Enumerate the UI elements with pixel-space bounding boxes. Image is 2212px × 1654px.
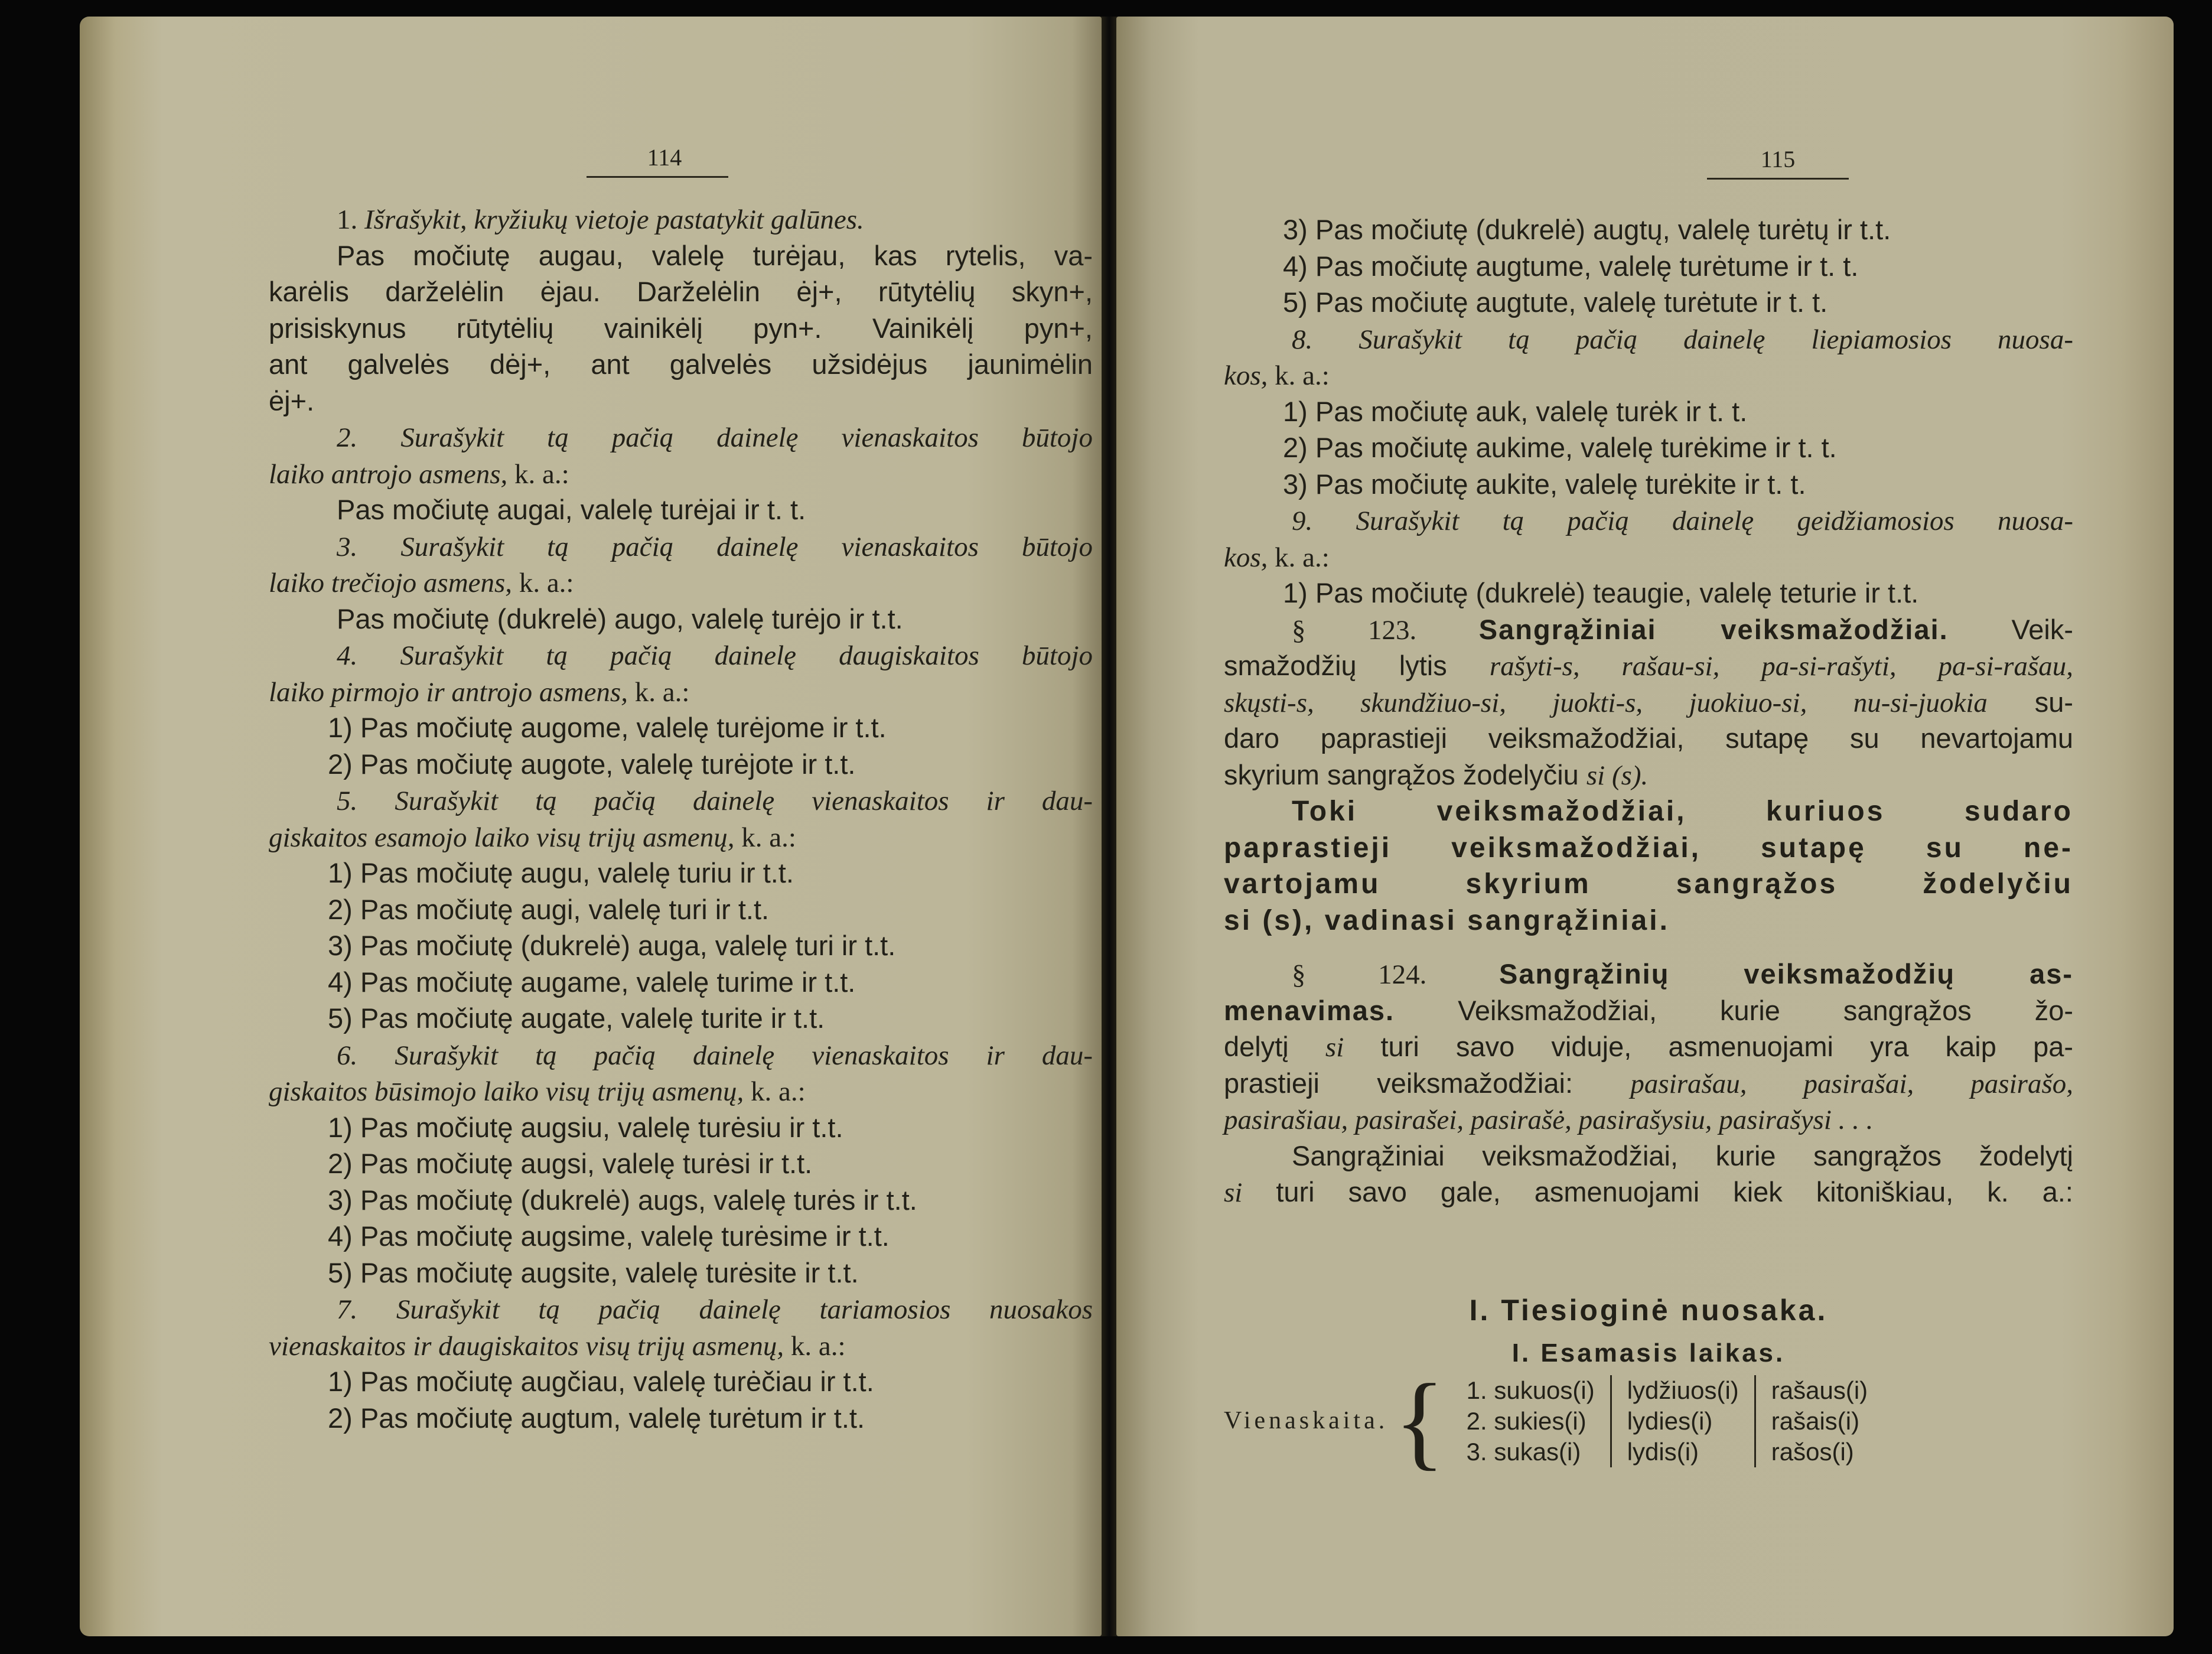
text-line: [1224, 1174, 2073, 1210]
text-run: 3) Pas močiutę (dukrelė) augs, valelę turės ir t.t.: [328, 1184, 917, 1216]
text-line: [1224, 647, 2073, 684]
text-line: [1224, 393, 2073, 430]
text-run: 1) Pas močiutę augsiu, valelę turėsiu ir t.t.: [328, 1111, 843, 1143]
text-line: [269, 455, 1093, 492]
text-line: [1224, 1138, 2073, 1174]
text-line: [269, 419, 1093, 455]
conjugation-form: rašais(i): [1771, 1407, 1860, 1435]
text-run: skyrium sangrąžos žodelyčiu: [1224, 758, 1586, 790]
text-run: k. a.:: [1268, 360, 1330, 391]
page-number-rule: [1707, 178, 1849, 180]
text-run: 4) Pas močiutę augsime, valelę turėsime ir t.t.: [328, 1220, 890, 1252]
text-line: [1224, 757, 2073, 793]
text-run: k. a.:: [784, 1330, 846, 1362]
text-line: [1224, 357, 2073, 393]
conjugation-form: 2. sukies(i): [1466, 1407, 1586, 1435]
conjugation-form: rašos(i): [1771, 1438, 1854, 1466]
text-line: [269, 1400, 1093, 1437]
text-run: paprastieji veiksmažodžiai, sutapę su ne-: [1224, 832, 2073, 864]
text-run: 8. Surašykit tą pačią dainelę liepiamosios nuosa-: [1292, 324, 2073, 355]
text-run: kos,: [1224, 542, 1268, 573]
text-line: [269, 637, 1093, 673]
text-run: Išrašykit, kryžiukų vietoje pastatykit galūnes.: [364, 204, 864, 235]
text-line: [269, 1073, 1093, 1109]
text-run: Toki veiksmažodžiai, kuriuos sudaro: [1292, 796, 2073, 827]
text-run: pasirašau, pasirašai, pasirašo,: [1630, 1068, 2073, 1099]
text-line: [269, 491, 1093, 528]
text-run: ant galvelės dėj+, ant galvelės užsidėjus jaunimėlin: [269, 349, 1093, 380]
text-run: 3) Pas močiutę aukite, valelę turėkite ir t. t.: [1283, 468, 1806, 500]
conjugation-form: rašaus(i): [1771, 1376, 1868, 1404]
text-line: [269, 1182, 1093, 1219]
right-page: [1116, 17, 2174, 1636]
text-line: [269, 346, 1093, 383]
text-run: 2. Surašykit tą pačią dainelę vienaskaitos būtojo: [337, 422, 1093, 453]
text-line: [269, 782, 1093, 819]
text-line: [1224, 211, 2073, 248]
right-page-text: [1224, 211, 2073, 1210]
text-run: 2) Pas močiutę augote, valelę turėjote ir t.t.: [328, 748, 856, 780]
conjugation-form: 1. sukuos(i): [1466, 1376, 1595, 1404]
conjugation-table: [1224, 1362, 2073, 1480]
text-run: 6. Surašykit tą pačią dainelę vienaskaitos ir dau-: [337, 1040, 1093, 1071]
text-line: [269, 274, 1093, 310]
page-number: 114: [647, 144, 682, 171]
text-line: [269, 564, 1093, 601]
text-run: 2) Pas močiutę augi, valelę turi ir t.t.: [328, 893, 770, 925]
text-line: [269, 1000, 1093, 1037]
text-run: 3) Pas močiutę (dukrelė) augtų, valelę turėtų ir t.t.: [1283, 214, 1891, 245]
text-run: 5) Pas močiutę augsite, valelę turėsite ir t.t.: [328, 1256, 859, 1288]
conjugation-form: lydis(i): [1627, 1438, 1699, 1466]
text-run: laiko pirmojo ir antrojo asmens,: [269, 676, 628, 708]
text-line: [269, 528, 1093, 565]
conjugation-form: 3. sukas(i): [1466, 1438, 1581, 1466]
text-line: [269, 673, 1093, 710]
text-run: prisiskynus rūtytėlių vainikėlį pyn+. Vainikėlį pyn+,: [269, 312, 1093, 344]
text-line: [269, 927, 1093, 964]
text-run: 4) Pas močiutę augame, valelę turime ir t.t.: [328, 966, 856, 998]
text-line: [269, 1363, 1093, 1400]
text-run: giskaitos esamojo laiko visų trijų asmenų,: [269, 822, 735, 853]
text-run: vartojamu skyrium sangrąžos žodelyčiu: [1224, 868, 2073, 900]
text-run: Veik-: [1948, 613, 2073, 645]
text-line: [269, 891, 1093, 928]
text-run: 1) Pas močiutę auk, valelę turėk ir t. t.: [1283, 395, 1748, 427]
text-run: 5) Pas močiutę augtute, valelę turėtute ir t. t.: [1283, 286, 1828, 318]
text-run: turi savo viduje, asmenuojami yra kaip pa-: [1344, 1031, 2074, 1062]
text-line: [269, 709, 1093, 746]
text-line: [1224, 611, 2073, 648]
text-run: delytį: [1224, 1031, 1325, 1062]
text-line: [1224, 720, 2073, 757]
text-line: [1224, 248, 2073, 285]
text-run: 3. Surašykit tą pačią dainelę vienaskaitos būtojo: [337, 531, 1093, 562]
text-line: [269, 1145, 1093, 1182]
text-run: § 123.: [1292, 614, 1479, 646]
text-line: [1224, 956, 2073, 992]
text-run: 4. Surašykit tą pačią dainelę daugiskaitos būtojo: [337, 640, 1093, 671]
text-run: 1) Pas močiutę augome, valelę turėjome ir t.t.: [328, 712, 887, 743]
text-run: 3) Pas močiutę (dukrelė) auga, valelę turi ir t.t.: [328, 930, 896, 961]
text-run: laiko antrojo asmens,: [269, 458, 508, 490]
text-line: [1224, 829, 2073, 866]
text-line: [1224, 466, 2073, 503]
text-line: [269, 1255, 1093, 1291]
text-line: [1224, 284, 2073, 321]
number-label: Vienaskaita.: [1224, 1407, 1389, 1435]
text-line: [269, 1291, 1093, 1327]
text-run: 2) Pas močiutę augtum, valelę turėtum ir t.t.: [328, 1402, 865, 1434]
text-line: [269, 601, 1093, 637]
text-run: § 124.: [1292, 959, 1500, 990]
text-line: [269, 1109, 1093, 1146]
text-run: k. a.:: [744, 1076, 806, 1107]
text-run: turi savo gale, asmenuojami kiek kitoniškiau, k. a.:: [1242, 1176, 2073, 1207]
text-run: k. a.:: [1268, 542, 1330, 573]
text-line: [1224, 575, 2073, 611]
text-run: su-: [1987, 686, 2073, 718]
text-run: giskaitos būsimojo laiko visų trijų asmenų,: [269, 1076, 744, 1107]
text-run: kos,: [1224, 360, 1268, 391]
text-run: si: [1325, 1032, 1344, 1063]
text-run: smažodžių lytis: [1224, 650, 1490, 681]
text-run: 2) Pas močiutę aukime, valelę turėkime ir t. t.: [1283, 432, 1837, 463]
text-line: [269, 819, 1093, 855]
text-run: 9. Surašykit tą pačią dainelę geidžiamosios nuosa-: [1292, 506, 2073, 536]
conjugation-column: [1610, 1375, 1754, 1467]
text-run: Pas močiutę augai, valelę turėjai ir t. t.: [337, 494, 806, 525]
text-line: [269, 964, 1093, 1001]
text-line: [1224, 793, 2073, 829]
text-line: [269, 1218, 1093, 1255]
text-line: [269, 1327, 1093, 1364]
left-page-text: [269, 201, 1093, 1436]
text-line: [1224, 902, 2073, 939]
text-run: vienaskaitos ir daugiskaitos visų trijų asmenų,: [269, 1330, 784, 1362]
text-run: daro paprastieji veiksmažodžiai, sutapę su nevartojamu: [1224, 722, 2073, 754]
text-run: si (s).: [1586, 760, 1649, 791]
text-run: 1) Pas močiutę (dukrelė) teaugie, valelę teturie ir t.t.: [1283, 577, 1919, 608]
text-run: 2) Pas močiutę augsi, valelę turėsi ir t.t.: [328, 1148, 813, 1179]
text-run: 4) Pas močiutę augtume, valelę turėtume ir t. t.: [1283, 250, 1859, 282]
text-run: k. a.:: [734, 822, 796, 853]
text-run: 7. Surašykit tą pačią dainelę tariamosios nuosakos: [337, 1294, 1093, 1325]
text-run: k. a.:: [627, 676, 690, 708]
text-run: laiko trečiojo asmens,: [269, 568, 513, 598]
text-line: [1224, 865, 2073, 902]
text-line: [1224, 502, 2073, 539]
text-run: ėj+.: [269, 385, 315, 416]
text-run: 1) Pas močiutę augčiau, valelę turėčiau ir t.t.: [328, 1366, 874, 1397]
text-line: [1224, 1065, 2073, 1102]
text-run: Sangrąžiniai veiksmažodžiai.: [1478, 613, 1949, 645]
text-run: Sangrąžiniai veiksmažodžiai, kurie sangrąžos žodelytį: [1292, 1139, 2073, 1171]
conjugation-column: [1754, 1375, 1883, 1467]
text-run: menavimas.: [1224, 994, 1395, 1026]
heading-mood: I. Tiesioginė nuosaka.: [1469, 1294, 1828, 1327]
text-run: si (s), vadinasi sangrąžiniai.: [1224, 904, 1670, 936]
text-run: Sangrąžinių veiksmažodžių as-: [1499, 958, 2073, 989]
text-line: [1224, 539, 2073, 575]
text-run: Veiksmažodžiai, kurie sangrąžos žo-: [1395, 994, 2073, 1026]
conjugation-form: lydies(i): [1627, 1407, 1713, 1435]
text-line: [269, 1037, 1093, 1073]
left-page: [80, 17, 1102, 1636]
text-line: [269, 383, 1093, 419]
conjugation-column: [1451, 1375, 1610, 1467]
text-line: [269, 855, 1093, 891]
text-run: skųsti-s, skundžiuo-si, juokti-s, juokiuo-si, nu-si-juokia: [1224, 687, 1988, 718]
text-line: [269, 201, 1093, 237]
text-run: 1.: [337, 204, 364, 235]
text-run: Pas močiutę (dukrelė) augo, valelę turėjo ir t.t.: [337, 603, 903, 634]
heading-tense: I. Esamasis laikas.: [1511, 1339, 1786, 1368]
text-run: rašyti-s, rašau-si, pa-si-rašyti, pa-si-rašau,: [1489, 651, 2073, 682]
text-line: [1224, 321, 2073, 357]
text-line: [1224, 429, 2073, 466]
text-run: 5) Pas močiutę augate, valelę turite ir t.t.: [328, 1002, 825, 1034]
text-line: [269, 746, 1093, 783]
text-run: Pas močiutę augau, valelę turėjau, kas rytelis, va-: [337, 239, 1093, 271]
text-run: prastieji veiksmažodžiai:: [1224, 1067, 1631, 1099]
text-run: k. a.:: [507, 458, 569, 490]
text-line: [269, 237, 1093, 274]
text-line: [1224, 684, 2073, 721]
text-run: karėlis darželėlin ėjau. Darželėlin ėj+, rūtytėlių skyn+,: [269, 276, 1093, 307]
text-line: [269, 310, 1093, 347]
page-number-rule: [587, 176, 728, 178]
brace: {: [1394, 1362, 1445, 1480]
text-line: [1224, 1101, 2073, 1138]
text-run: pasirašiau, pasirašei, pasirašė, pasirašysiu, pasirašysi . . .: [1224, 1105, 1874, 1135]
conjugation-form: lydžiuos(i): [1627, 1376, 1739, 1404]
text-line: [1224, 1028, 2073, 1065]
text-run: 1) Pas močiutę augu, valelę turiu ir t.t.: [328, 857, 794, 888]
text-run: k. a.:: [512, 568, 574, 598]
text-line: [1224, 992, 2073, 1029]
page-number: 115: [1760, 146, 1796, 172]
text-run: 5. Surašykit tą pačią dainelę vienaskaitos ir dau-: [337, 786, 1093, 816]
text-run: si: [1224, 1177, 1243, 1208]
